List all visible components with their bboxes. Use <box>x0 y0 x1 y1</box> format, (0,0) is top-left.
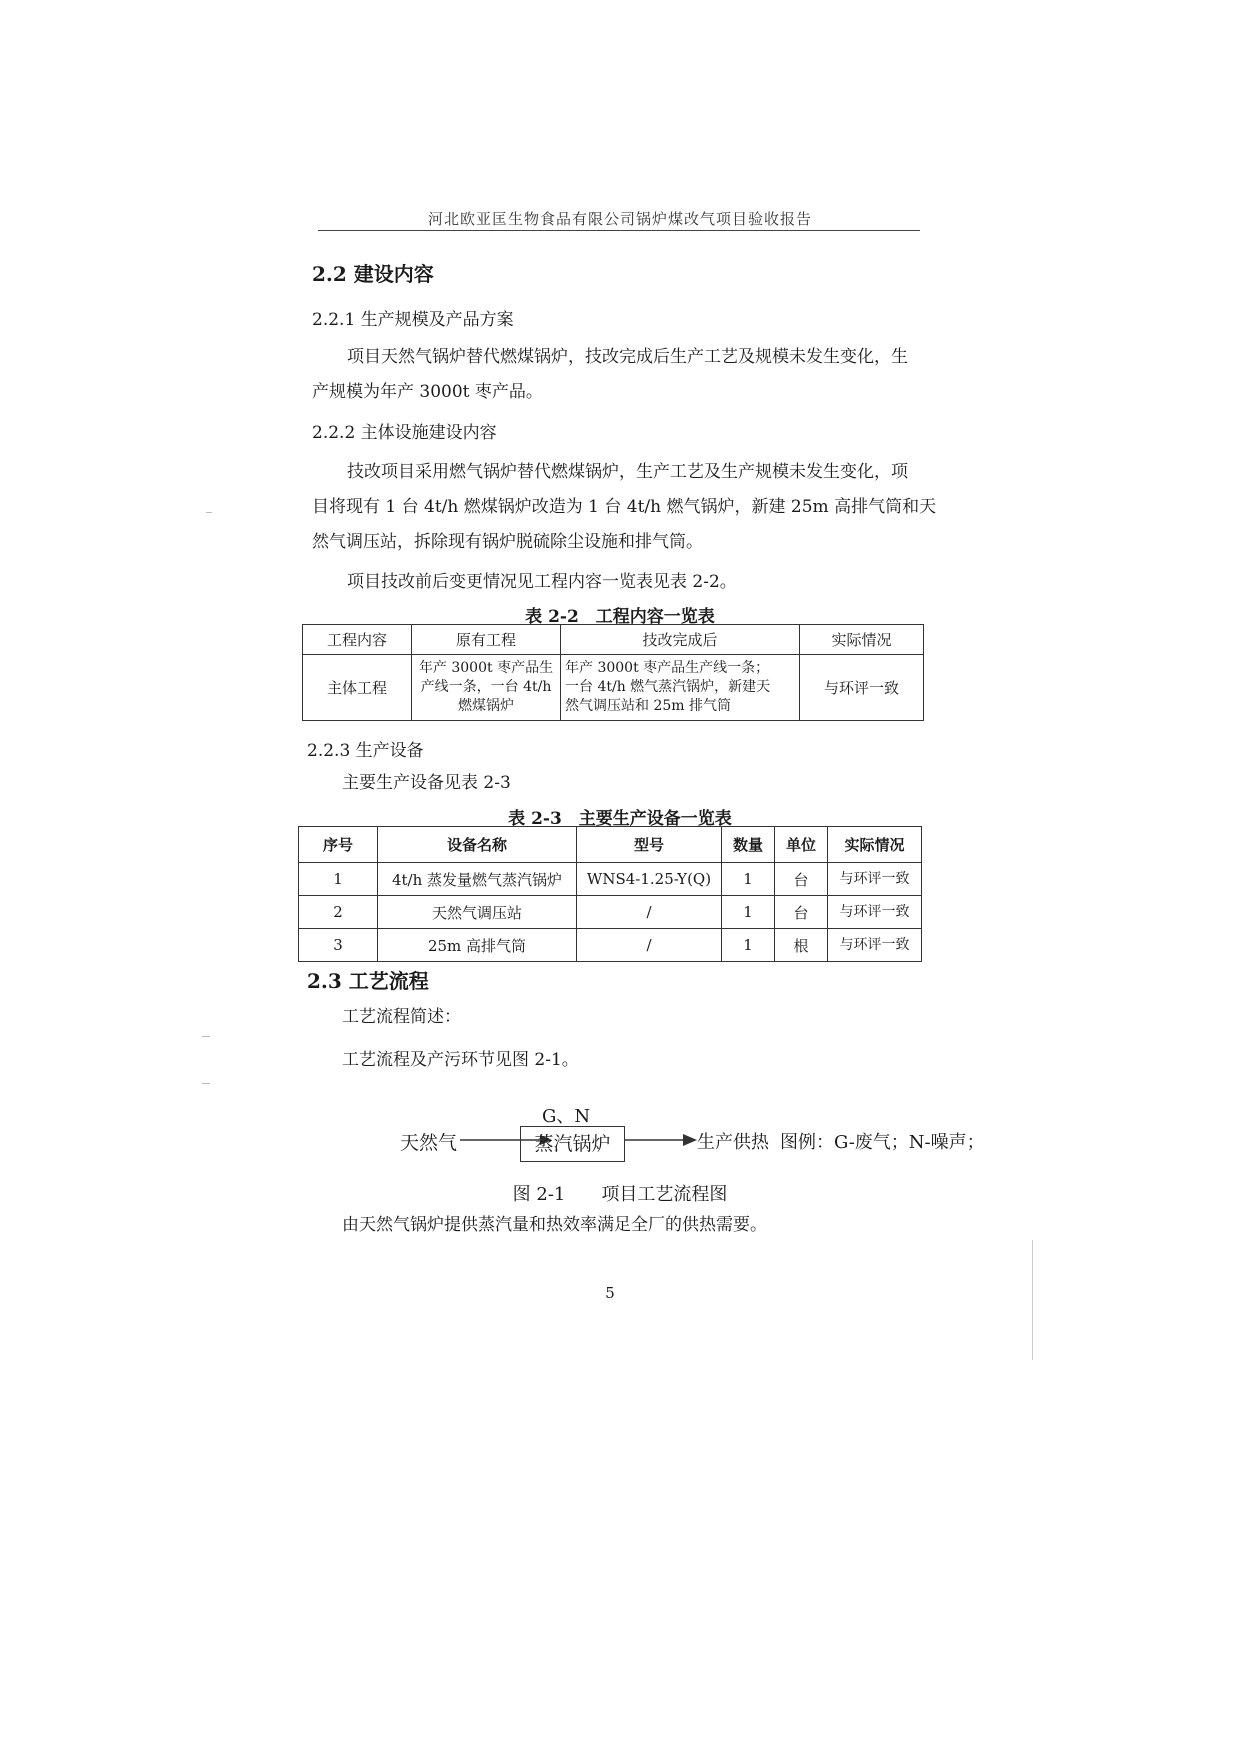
equipment-table <box>298 826 922 962</box>
table-row <box>299 863 922 896</box>
table-cell: 台 <box>775 896 828 929</box>
table-row <box>299 896 922 929</box>
table-header-cell: 单位 <box>775 827 828 863</box>
figure-caption: 图 2-1 项目工艺流程图 <box>512 1184 728 1205</box>
paragraph-line: 工艺流程及产污环节见图 2-1。 <box>342 1050 579 1070</box>
page-number: 5 <box>605 1284 615 1302</box>
table-header-cell: 数量 <box>722 827 775 863</box>
section-heading: 2.2 建设内容 <box>312 262 434 286</box>
table-header-cell: 工程内容 <box>303 625 412 655</box>
table-row <box>299 929 922 962</box>
table-cell <box>561 655 800 721</box>
paragraph-line: 项目技改前后变更情况见工程内容一览表见表 2-2。 <box>347 572 737 592</box>
cell-line: 产线一条，一台 4t/h <box>420 679 552 695</box>
table-header-row <box>299 827 922 863</box>
section-heading: 2.3 工艺流程 <box>307 969 429 993</box>
flow-output-label: 生产供热 <box>697 1132 769 1153</box>
cell-line: 然气调压站和 25m 排气筒 <box>565 698 731 714</box>
table-cell: 主体工程 <box>303 655 412 721</box>
paragraph-line: 主要生产设备见表 2-3 <box>342 773 511 793</box>
cell-line: 一台 4t/h 燃气蒸汽锅炉，新建天 <box>565 679 771 695</box>
table-header-cell: 实际情况 <box>800 625 924 655</box>
table-caption: 表 2-2 工程内容一览表 <box>525 607 715 627</box>
cell-line: 燃煤锅炉 <box>458 698 514 714</box>
table-row <box>303 655 924 721</box>
flow-process-box <box>520 1126 625 1162</box>
table-cell: 1 <box>722 929 775 962</box>
cell-line: 年产 3000t 枣产品生产线一条； <box>565 660 770 676</box>
paragraph-line: 工艺流程简述： <box>342 1007 461 1027</box>
table-header-cell: 原有工程 <box>412 625 561 655</box>
scan-mark <box>202 1036 210 1037</box>
table-cell: 1 <box>722 896 775 929</box>
table-header-cell: 型号 <box>577 827 722 863</box>
process-flow-diagram <box>390 1100 990 1180</box>
running-header: 河北欧亚匡生物食品有限公司锅炉煤改气项目验收报告 <box>427 210 812 228</box>
subsection-heading: 2.2.1 生产规模及产品方案 <box>312 310 514 330</box>
table-cell <box>412 655 561 721</box>
table-cell: 1 <box>722 863 775 896</box>
scan-mark <box>202 1083 210 1084</box>
table-header-cell: 技改完成后 <box>561 625 800 655</box>
paragraph-line: 目将现有 1 台 4t/h 燃煤锅炉改造为 1 台 4t/h 燃气锅炉，新建 25m 高排气筒和天 <box>312 497 937 517</box>
subsection-heading: 2.2.2 主体设施建设内容 <box>312 423 497 443</box>
paragraph-line: 项目天然气锅炉替代燃煤锅炉，技改完成后生产工艺及规模未发生变化，生 <box>347 347 908 367</box>
arrow-right-icon <box>625 1132 697 1148</box>
table-cell: 与环评一致 <box>828 896 922 929</box>
table-cell: / <box>577 929 722 962</box>
paragraph-line: 由天然气锅炉提供蒸汽量和热效率满足全厂的供热需要。 <box>342 1215 767 1235</box>
table-cell: 4t/h 蒸发量燃气蒸汽锅炉 <box>378 863 577 896</box>
table-cell: 台 <box>775 863 828 896</box>
table-cell: 根 <box>775 929 828 962</box>
flow-emission-label: G、N <box>542 1106 591 1127</box>
table-header-row <box>303 625 924 655</box>
table-caption: 表 2-3 主要生产设备一览表 <box>508 809 732 829</box>
flow-process-label: 蒸汽锅炉 <box>534 1133 611 1155</box>
table-cell: 1 <box>299 863 378 896</box>
cell-line: 年产 3000t 枣产品生 <box>418 660 554 676</box>
project-content-table <box>302 624 924 721</box>
subsection-heading: 2.2.3 生产设备 <box>307 741 424 761</box>
paragraph-line: 产规模为年产 3000t 枣产品。 <box>312 382 543 402</box>
table-cell: 3 <box>299 929 378 962</box>
table-cell: 与环评一致 <box>828 863 922 896</box>
paragraph-line: 技改项目采用燃气锅炉替代燃煤锅炉，生产工艺及生产规模未发生变化，项 <box>347 462 908 482</box>
table-cell: 天然气调压站 <box>378 896 577 929</box>
table-header-cell: 实际情况 <box>828 827 922 863</box>
flow-input-label: 天然气 <box>400 1132 458 1154</box>
header-rule <box>318 230 920 231</box>
table-cell: 与环评一致 <box>828 929 922 962</box>
table-cell: 与环评一致 <box>800 655 924 721</box>
table-header-cell: 设备名称 <box>378 827 577 863</box>
paragraph-line: 然气调压站，拆除现有锅炉脱硫除尘设施和排气筒。 <box>312 532 703 552</box>
table-cell: 2 <box>299 896 378 929</box>
table-cell: / <box>577 896 722 929</box>
table-header-cell: 序号 <box>299 827 378 863</box>
flow-legend: 图例：G-废气；N-噪声； <box>780 1132 985 1153</box>
scan-mark <box>206 512 212 513</box>
table-cell: 25m 高排气筒 <box>378 929 577 962</box>
table-cell: WNS4-1.25-Y(Q) <box>577 863 722 896</box>
